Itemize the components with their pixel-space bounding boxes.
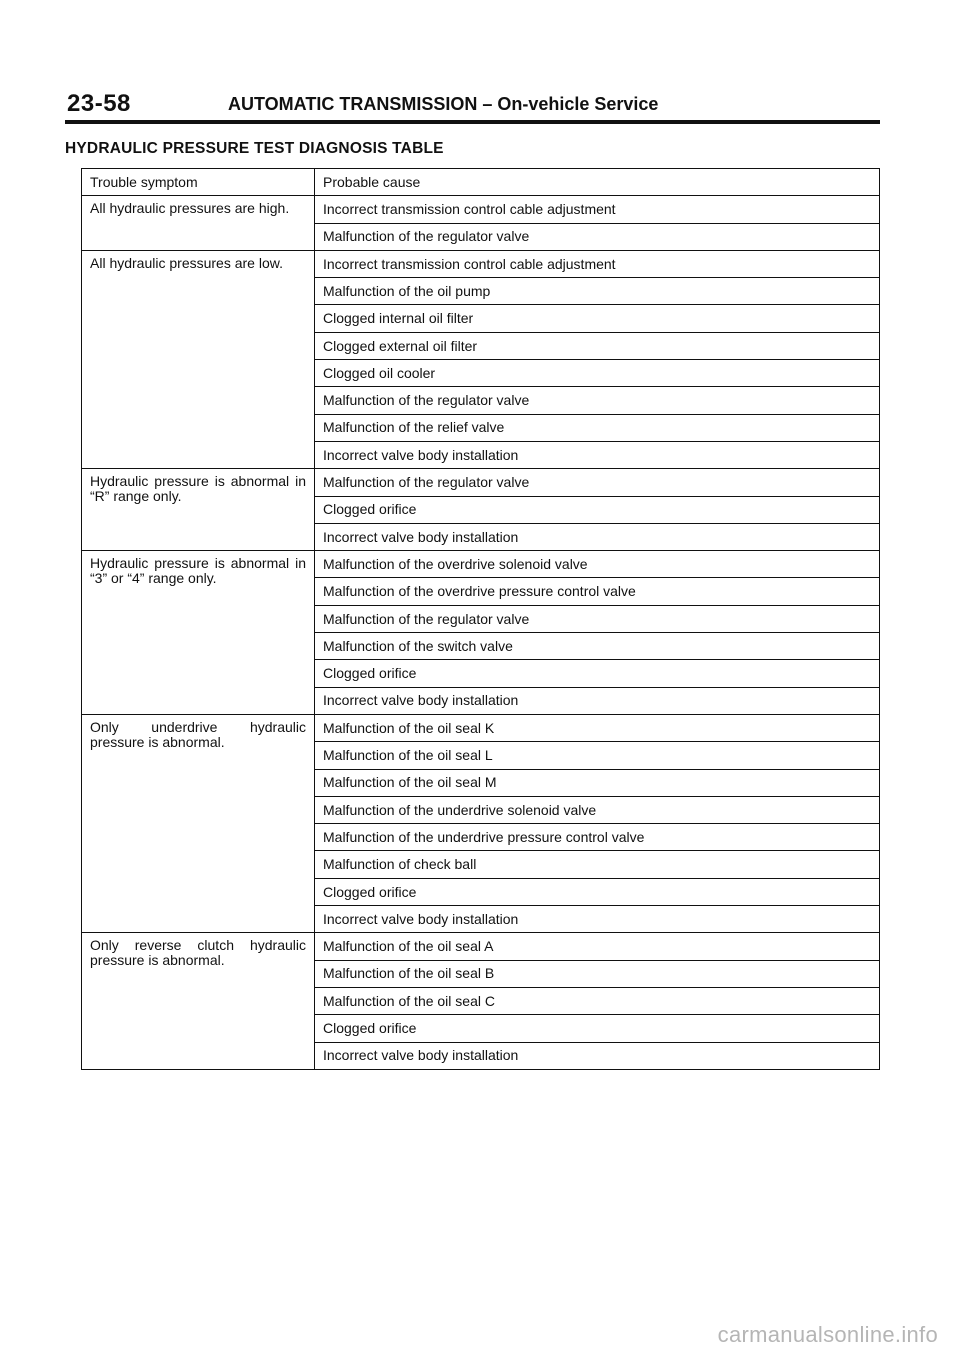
trouble-symptom-cell: Hydraulic pressure is abnormal in “R” range only. — [82, 469, 315, 551]
table-row — [82, 250, 880, 277]
probable-cause-cell: Malfunction of the oil seal C — [315, 987, 880, 1014]
section-title: AUTOMATIC TRANSMISSION – On-vehicle Service — [228, 94, 659, 114]
table-row — [82, 551, 880, 578]
probable-cause-cell: Malfunction of the oil seal M — [315, 769, 880, 796]
probable-cause-cell: Malfunction of the oil seal L — [315, 742, 880, 769]
probable-cause-cell: Malfunction of the regulator valve — [315, 605, 880, 632]
probable-cause-cell: Clogged oil cooler — [315, 360, 880, 387]
probable-cause-cell: Malfunction of the underdrive solenoid valve — [315, 796, 880, 823]
probable-cause-cell: Clogged orifice — [315, 660, 880, 687]
column-header-symptom: Trouble symptom — [82, 169, 315, 196]
probable-cause-cell: Malfunction of check ball — [315, 851, 880, 878]
probable-cause-cell: Malfunction of the switch valve — [315, 633, 880, 660]
table-row — [82, 714, 880, 741]
trouble-symptom-cell: Only underdrive hydraulic pressure is abnormal. — [82, 714, 315, 932]
table-header-row — [82, 169, 880, 196]
trouble-symptom-cell: All hydraulic pressures are low. — [82, 250, 315, 468]
probable-cause-cell: Malfunction of the regulator valve — [315, 387, 880, 414]
probable-cause-cell: Incorrect valve body installation — [315, 441, 880, 468]
probable-cause-cell: Malfunction of the oil pump — [315, 278, 880, 305]
probable-cause-cell: Clogged internal oil filter — [315, 305, 880, 332]
probable-cause-cell: Malfunction of the overdrive pressure control valve — [315, 578, 880, 605]
probable-cause-cell: Clogged orifice — [315, 878, 880, 905]
probable-cause-cell: Malfunction of the regulator valve — [315, 223, 880, 250]
probable-cause-cell: Malfunction of the relief valve — [315, 414, 880, 441]
column-header-cause: Probable cause — [315, 169, 880, 196]
page-number: 23-58 — [67, 90, 131, 117]
probable-cause-cell: Incorrect valve body installation — [315, 687, 880, 714]
probable-cause-cell: Clogged orifice — [315, 496, 880, 523]
probable-cause-cell: Malfunction of the regulator valve — [315, 469, 880, 496]
table-row — [82, 933, 880, 960]
probable-cause-cell: Malfunction of the underdrive pressure control valve — [315, 824, 880, 851]
table-row — [82, 469, 880, 496]
probable-cause-cell: Malfunction of the oil seal A — [315, 933, 880, 960]
probable-cause-cell: Incorrect valve body installation — [315, 1042, 880, 1069]
probable-cause-cell: Clogged external oil filter — [315, 332, 880, 359]
probable-cause-cell: Malfunction of the oil seal B — [315, 960, 880, 987]
page-header — [65, 88, 880, 124]
probable-cause-cell: Clogged orifice — [315, 1015, 880, 1042]
trouble-symptom-cell: Only reverse clutch hydraulic pressure is abnormal. — [82, 933, 315, 1069]
probable-cause-cell: Malfunction of the oil seal K — [315, 714, 880, 741]
table-title: HYDRAULIC PRESSURE TEST DIAGNOSIS TABLE — [65, 140, 444, 157]
probable-cause-cell: Incorrect transmission control cable adjustment — [315, 250, 880, 277]
watermark: carmanualsonline.info — [717, 1322, 938, 1347]
probable-cause-cell: Malfunction of the overdrive solenoid valve — [315, 551, 880, 578]
diagnosis-table — [81, 168, 880, 1070]
probable-cause-cell: Incorrect valve body installation — [315, 523, 880, 550]
diagnosis-table-body — [82, 169, 880, 1070]
probable-cause-cell: Incorrect transmission control cable adjustment — [315, 196, 880, 223]
trouble-symptom-cell: All hydraulic pressures are high. — [82, 196, 315, 251]
probable-cause-cell: Incorrect valve body installation — [315, 906, 880, 933]
trouble-symptom-cell: Hydraulic pressure is abnormal in “3” or “4” range only. — [82, 551, 315, 715]
table-row — [82, 196, 880, 223]
